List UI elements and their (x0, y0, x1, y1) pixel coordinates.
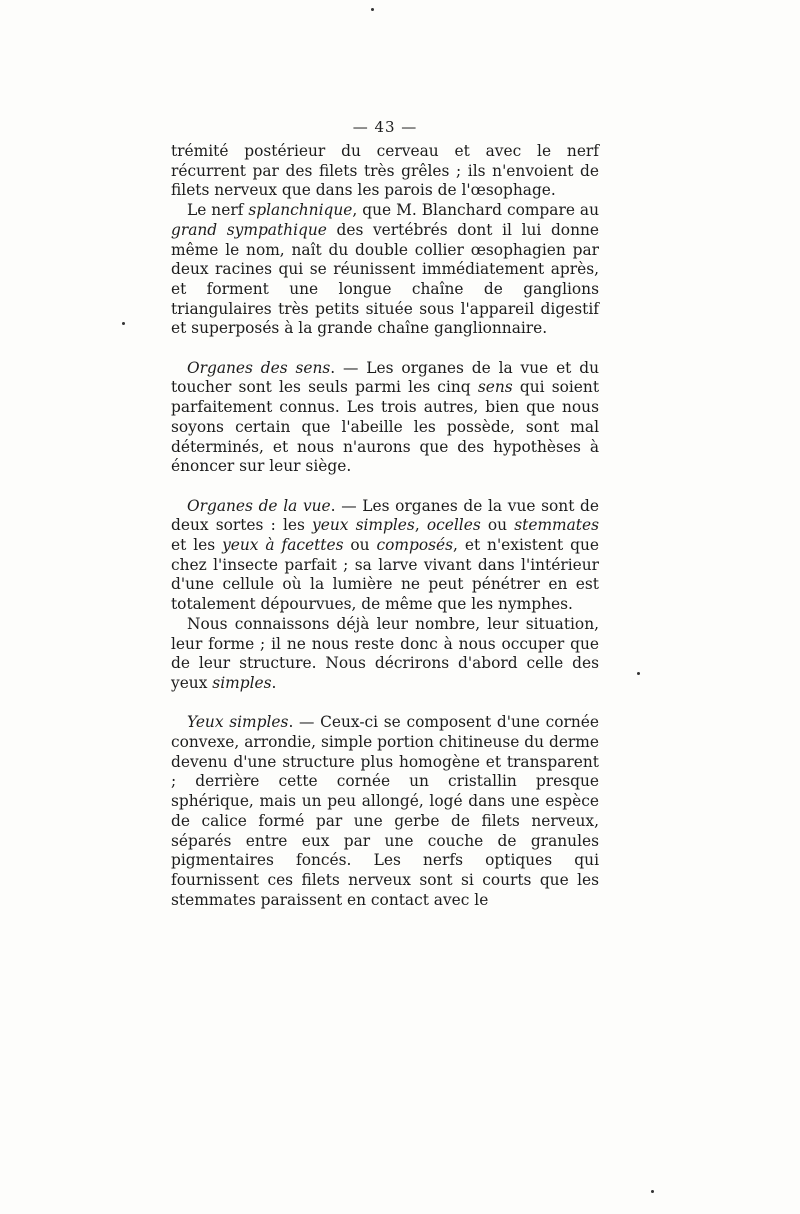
italic-term: ocelles (426, 516, 481, 535)
paragraph-simple-eyes (171, 713, 599, 910)
speck (122, 322, 125, 325)
text-run: . — Les organes de la vue et du toucher sont les seuls parmi les cinq (171, 358, 599, 397)
italic-term: composés (376, 536, 454, 555)
text-run: , que M. Blanchard compare au (352, 201, 599, 220)
paragraph-structure (171, 615, 599, 694)
text-run: . — Les organes de la vue sont de deux sortes : les (171, 496, 599, 535)
page-number: — 43 — (352, 118, 418, 136)
paragraph-continuation (171, 142, 599, 201)
italic-term: simples (212, 673, 272, 692)
text-run: ou (343, 536, 377, 555)
italic-term: grand sympathique (171, 220, 327, 239)
text-run: qui soient parfaitement connus. Les trois autres, bien que nous soyons certain que l'abeille les possède, sont mal déterminés, et nous n'aurons que des hypothèses à énoncer sur leur siège. (171, 378, 600, 476)
italic-term: Organes des sens (187, 358, 331, 377)
italic-term: splanchnique (248, 201, 353, 220)
speck (371, 8, 374, 11)
speck (637, 672, 640, 675)
italic-term: sens (477, 378, 513, 397)
paragraph-organs-of-sight (171, 497, 599, 615)
text-run: trémité postérieur du cerveau et avec le nerf récurrent par des filets très grêles ; ils n'envoient de filets nerveux que dans les parois de l'œsophage. (171, 142, 599, 200)
text-run: . (271, 673, 277, 692)
paragraph-splanchnic-nerve (171, 201, 599, 339)
text-run: ou (480, 516, 515, 535)
text-run: et les (171, 536, 223, 555)
speck (651, 1190, 654, 1193)
text-run: , (414, 516, 427, 535)
body-text (171, 142, 599, 910)
italic-term: Yeux simples (187, 713, 289, 732)
text-run: Nous connaissons déjà leur nombre, leur situation, leur forme ; il ne nous reste donc à nous occuper que de leur structure. Nous décrirons d'abord celle des yeux (171, 614, 599, 692)
text-run: des vertébrés dont il lui donne même le nom, naît du double collier œsophagien par deux racines qui se réunissent immédiatement après, et forment une longue chaîne de ganglions triangulaires très petits située sous l'appareil digestif et superposés à la grande chaîne ganglionnaire. (171, 220, 600, 338)
paragraph-sense-organs (171, 359, 599, 477)
italic-term: yeux à facettes (222, 536, 344, 555)
italic-term: Organes de la vue (187, 496, 331, 515)
italic-term: yeux simples (312, 516, 415, 535)
text-run: . — Ceux-ci se composent d'une cornée convexe, arrondie, simple portion chitineuse du derme devenu d'une structure plus homogène et transparent ; derrière cette cornée un cristallin presque sphérique, mais un peu allongé, logé dans une espèce de calice formé par une gerbe de filets nerveux, séparés entre eux par une couche de granules pigmentaires foncés. Les nerfs optiques qui fournissent ces filets nerveux sont si courts que les stemmates paraissent en contact avec le (171, 713, 599, 909)
text-run: Le nerf (187, 201, 249, 220)
italic-term: stemmates (514, 516, 599, 535)
text-run: , et n'existent que chez l'insecte parfait ; sa larve vivant dans l'intérieur d'une cellule où la lumière ne peut pénétrer en est totalement dépourvues, de même que les nymphes. (171, 536, 599, 614)
